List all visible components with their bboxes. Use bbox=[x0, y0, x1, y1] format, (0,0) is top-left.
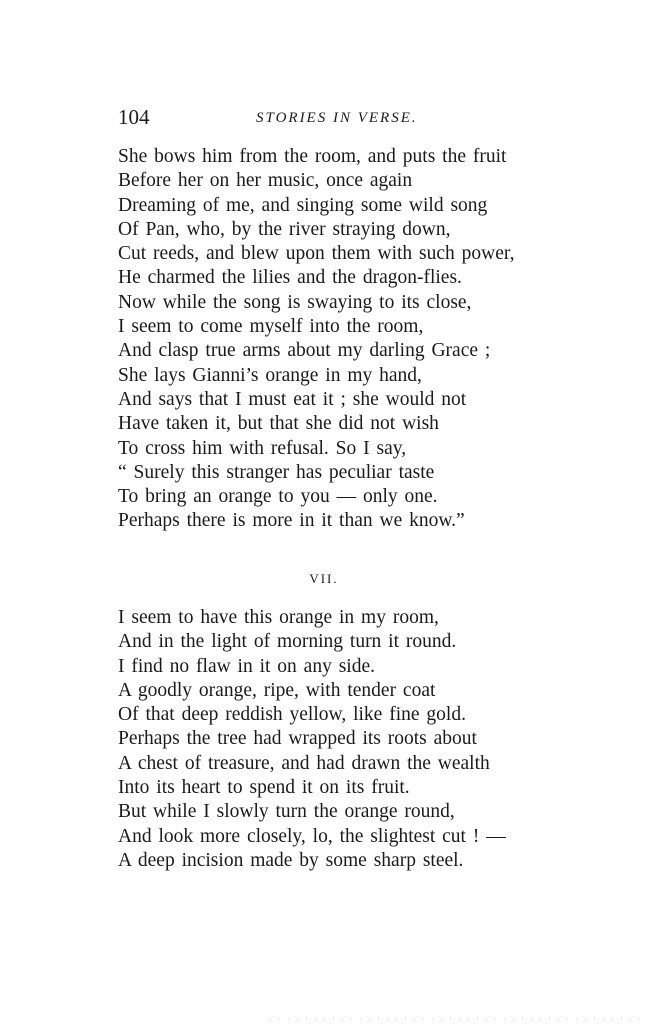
verse-line: I seem to come myself into the room, bbox=[118, 316, 424, 338]
verse-line: And in the light of morning turn it round. bbox=[118, 631, 457, 653]
verse-line: “ Surely this stranger has peculiar taste bbox=[118, 461, 435, 483]
verse-line: Of that deep reddish yellow, like fine gold. bbox=[118, 704, 466, 726]
verse-line: A goodly orange, ripe, with tender coat bbox=[118, 679, 436, 701]
verse-line: Perhaps there is more in it than we know.” bbox=[118, 510, 465, 532]
verse-line: She bows him from the room, and puts the fruit bbox=[118, 146, 507, 167]
verse-line: She lays Gianni’s orange in my hand, bbox=[118, 364, 422, 386]
verse-line: Of Pan, who, by the river straying down, bbox=[118, 218, 451, 240]
verse-line: Now while the song is swaying to its close, bbox=[118, 291, 472, 313]
verse-line: A chest of treasure, and had drawn the wealth bbox=[118, 752, 490, 774]
verse-line: Have taken it, but that she did not wish bbox=[118, 413, 439, 435]
stanza-2 bbox=[118, 606, 558, 873]
verse-line: But while I slowly turn the orange round, bbox=[118, 801, 455, 823]
stanza-1 bbox=[118, 145, 558, 534]
verse-line: Cut reeds, and blew upon them with such power, bbox=[118, 243, 515, 265]
verse-line: I find no flaw in it on any side. bbox=[118, 655, 375, 677]
section-number: VII. bbox=[309, 571, 339, 586]
page-number: 104 bbox=[118, 105, 150, 129]
verse-line: And clasp true arms about my darling Grace ; bbox=[118, 340, 491, 362]
scan-artifact bbox=[270, 1018, 640, 1020]
verse-line: To cross him with refusal. So I say, bbox=[118, 437, 407, 459]
book-title: STORIES IN VERSE. bbox=[256, 110, 418, 126]
verse-line: Before her on her music, once again bbox=[118, 170, 413, 192]
verse-line: I seem to have this orange in my room, bbox=[118, 607, 439, 628]
verse-line: Perhaps the tree had wrapped its roots about bbox=[118, 728, 477, 750]
verse-line: And look more closely, lo, the slightest cut ! — bbox=[118, 825, 506, 847]
verse-line: Dreaming of me, and singing some wild song bbox=[118, 194, 488, 216]
verse-line: And says that I must eat it ; she would not bbox=[118, 388, 467, 410]
verse-line: Into its heart to spend it on its fruit. bbox=[118, 777, 410, 799]
verse-line: He charmed the lilies and the dragon-flies. bbox=[118, 267, 462, 289]
running-head bbox=[118, 104, 538, 130]
verse-line: A deep incision made by some sharp steel. bbox=[118, 849, 464, 871]
verse-line: To bring an orange to you — only one. bbox=[118, 486, 438, 508]
